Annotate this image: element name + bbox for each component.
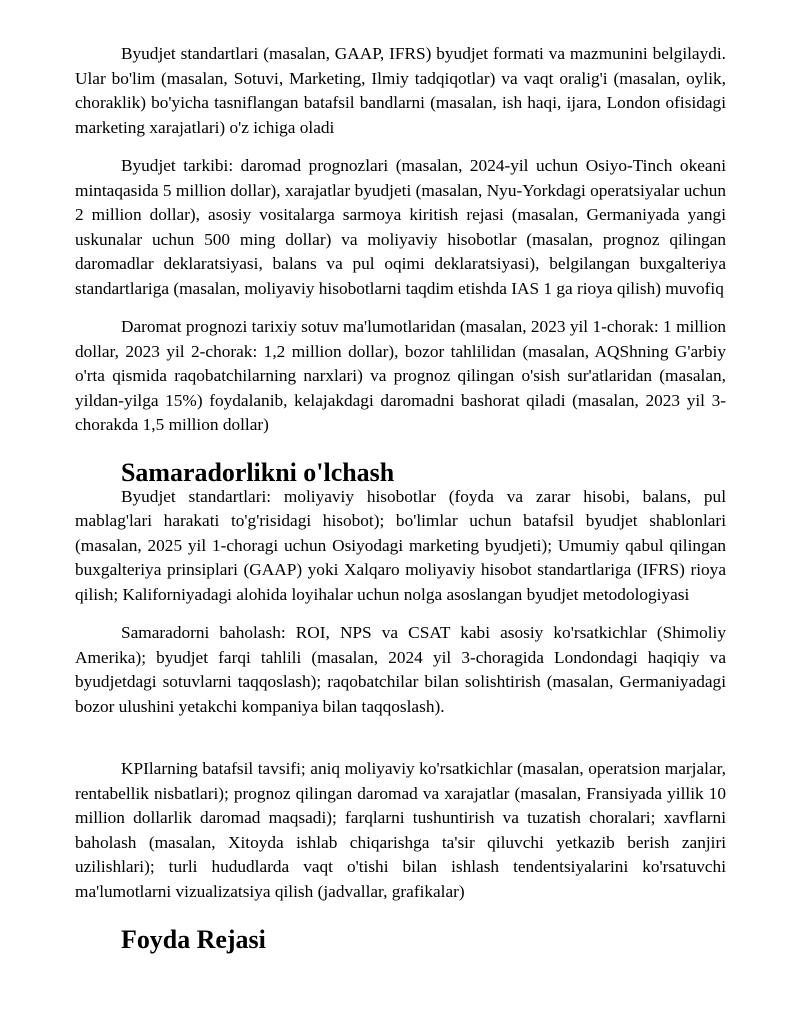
section-heading-performance: Samaradorlikni o'lchash (121, 457, 395, 487)
paragraph-spacer (75, 301, 726, 315)
document-page (75, 0, 726, 952)
paragraph-budget-standards-2: Byudjet standartlari: moliyaviy hisobotlar (foyda va zarar hisobi, balans, pul mablag'lari harakati to'g'risidagi hisobot); bo'limlar uchun batafsil byudjet shablonlari (masalan, 2025 yil 1-choragi uchun Osiyodagi marketing byudjeti); Umumiy qabul qilingan buxgalteriya prinsiplari (GAAP) yoki Xalqaro moliyaviy hisobot standartlariga (IFRS) rioya qilish; Kaliforniyadagi alohida loyihalar uchun nolga asoslangan byudjet metodologiyasi (75, 486, 726, 604)
paragraph-budget-standards: Byudjet standartlari (masalan, GAAP, IFRS) byudjet formati va mazmunini belgilaydi. Ular bo'lim (masalan, Sotuvi, Marketing, Ilmiy tadqiqotlar) va vaqt oralig'i (masalan, oylik, choraklik) bo'yicha tasniflangan batafsil bandlarni (masalan, ish haqi, ijara, London ofisidagi marketing xarajatlari) o'z ichiga oladi (75, 44, 726, 137)
paragraph-budget-structure: Byudjet tarkibi: daromad prognozlari (masalan, 2024-yil uchun Osiyo-Tinch okeani mintaqasida 5 million dollar), xarajatlar byudjeti (masalan, Nyu-Yorkdagi operatsiyalar uchun 2 million dollar), asosiy vositalarga sarmoya kiritish rejasi (masalan, Germaniyada yangi uskunalar uchun 500 ming dollar) va moliyaviy hisobotlar (masalan, prognoz qilingan daromadlar deklaratsiyasi, balans va pul oqimi deklaratsiyasi), belgilangan buxgalteriya standartlariga (masalan, moliyaviy hisobotlarni taqdim etishda IAS 1 ga rioya qilish) muvofiq (75, 156, 726, 298)
paragraph-spacer (75, 607, 726, 621)
paragraph-performance-evaluation: Samaradorni baholash: ROI, NPS va CSAT kabi asosiy ko'rsatkichlar (Shimoliy Amerika); byudjet farqi tahlili (masalan, 2024 yil 3-choragida Londondagi haqiqiy va byudjetdagi sotuvlarni taqqoslash); raqobatchilar bilan solishtirish (masalan, Germaniyadagi bozor ulushini yetakchi kompaniya bilan taqqoslash). (75, 623, 726, 716)
paragraph-spacer (75, 719, 726, 757)
section-heading-profit-plan: Foyda Rejasi (121, 925, 266, 954)
paragraph-revenue-forecast: Daromat prognozi tarixiy sotuv ma'lumotlaridan (masalan, 2023 yil 1-chorak: 1 million dollar, 2023 yil 2-chorak: 1,2 million dollar), bozor tahlilidan (masalan, AQShning G'arbiy o'rta qismida raqobatchilarning narxlari) va prognoz qilingan o'sish sur'atlaridan (masalan, yildan-yilga 15%) foydalanib, kelajakdagi daromadni bashorat qiladi (masalan, 2023 yil 3-chorakda 1,5 million dollar) (75, 317, 726, 434)
top-margin (75, 0, 726, 42)
paragraph-spacer (75, 140, 726, 154)
paragraph-kpi-description: KPIlarning batafsil tavsifi; aniq moliyaviy ko'rsatkichlar (masalan, operatsion marjalar, rentabellik nisbatlari); prognoz qilingan daromad va xarajatlar (masalan, Fransiyada yillik 10 million dollarlik daromad maqsadi); farqlarni tushuntirish va tuzatish choralari; xavflarni baholash (masalan, Xitoyda ishlab chiqarishga ta'sir qiluvchi yetkazib berish zanjiri uzilishlari); turli hududlarda vaqt o'tishi bilan ishlash tendentsiyalarini ko'rsatuvchi ma'lumotlarni vizualizatsiya qilish (jadvallar, grafikalar) (75, 759, 726, 901)
